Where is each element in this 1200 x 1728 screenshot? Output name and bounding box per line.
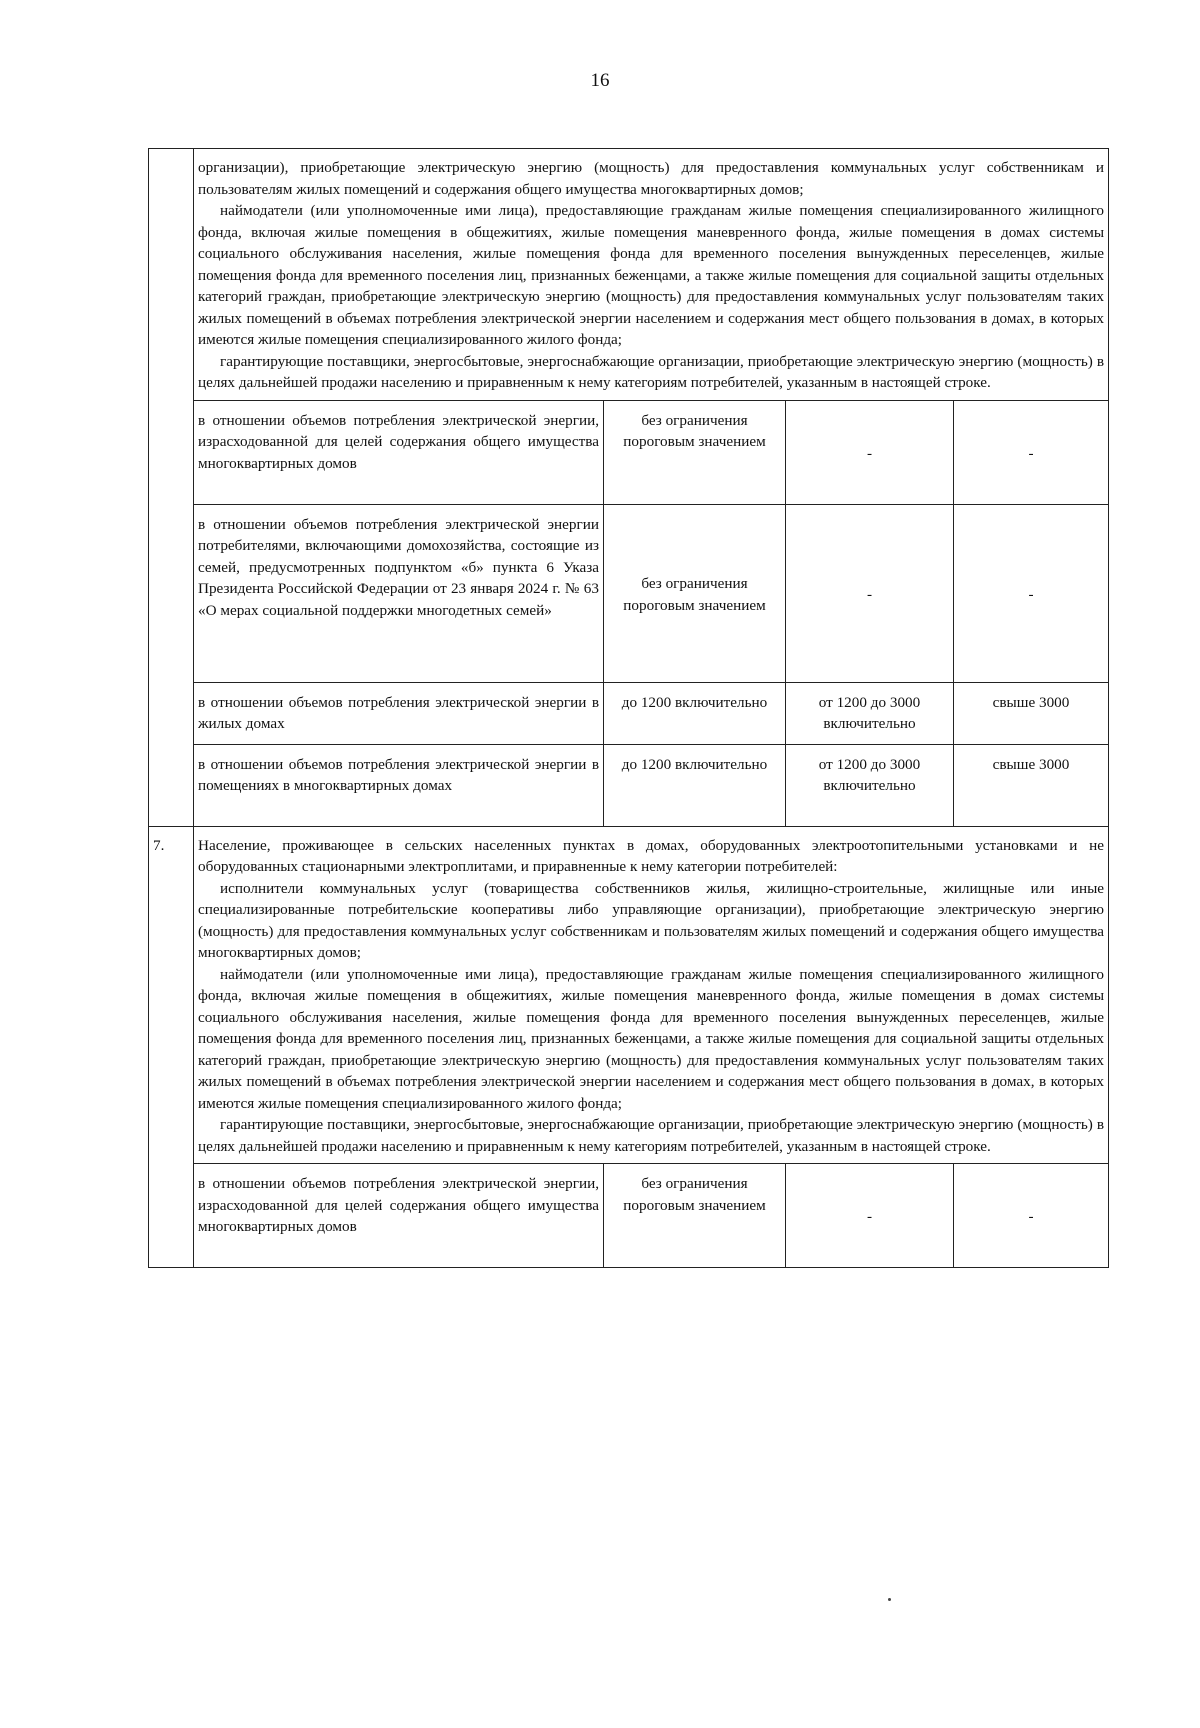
threshold-3: - <box>954 504 1109 682</box>
paragraph: гарантирующие поставщики, энергосбытовые, энергоснабжающие организации, приобретающие электрическую энергию (мощность) в целях дальнейшей продажи населению и приравненным к нему категориям потребителей, указанным в настоящей строке. <box>198 1116 1105 1155</box>
section-7-number: 7. <box>149 826 194 1268</box>
threshold-1: без ограничения пороговым значением <box>604 1164 786 1268</box>
row-description: в отношении объемов потребления электрической энергии в помещениях в многоквартирных домах <box>194 744 604 826</box>
threshold-2: - <box>786 1164 954 1268</box>
page-number: 16 <box>590 70 610 91</box>
paragraph: гарантирующие поставщики, энергосбытовые, энергоснабжающие организации, приобретающие электрическую энергию (мощность) в целях дальнейшей продажи населению и приравненным к нему категориям потребителей, указанным в настоящей строке. <box>198 352 1105 391</box>
row-description: в отношении объемов потребления электрической энергии, израсходованной для целей содержания общего имущества многоквартирных домов <box>194 400 604 504</box>
tariff-table <box>148 148 1109 1268</box>
table-row <box>149 400 1109 504</box>
paragraph: исполнители коммунальных услуг (товарищества собственников жилья, жилищно-строительные, жилищные или иные специализированные потребительские кооперативы либо управляющие организации), приобретающие электрическую энергию (мощность) для предоставления коммунальных услуг собственникам и пользователям жилых помещений и содержания общего имущества многоквартирных домов; <box>198 879 1105 961</box>
section-7-paragraphs <box>194 826 1109 1164</box>
table-row <box>149 504 1109 682</box>
threshold-1: до 1200 включительно <box>604 744 786 826</box>
paragraph: наймодатели (или уполномоченные ими лица), предоставляющие гражданам жилые помещения специализированного жилищного фонда, включая жилые помещения в общежитиях, жилые помещения маневренного фонда, жилые помещения в домах системы социального обслуживания населения, жилые помещения фонда для временного поселения вынужденных переселенцев, жилые помещения фонда для временного поселения лиц, признанных беженцами, а также жилые помещения для социальной защиты отдельных категорий граждан, приобретающие электрическую энергию (мощность) для предоставления коммунальных услуг пользователям таких жилых помещений в объемах потребления электрической энергии населением и содержания мест общего пользования в домах, в которых имеются жилые помещения специализированного жилого фонда; <box>198 202 1105 348</box>
threshold-3: - <box>954 1164 1109 1268</box>
threshold-3: - <box>954 400 1109 504</box>
row-description: в отношении объемов потребления электрической энергии потребителями, включающими домохозяйства, состоящие из семей, предусмотренных подпунктом «б» пункта 6 Указа Президента Российской Федерации от 23 января 2024 г. № 63 «О мерах социальной поддержки многодетных семей» <box>194 504 604 682</box>
row-description: в отношении объемов потребления электрической энергии в жилых домах <box>194 682 604 744</box>
section-6-paragraphs <box>194 149 1109 401</box>
table-row <box>149 682 1109 744</box>
threshold-2: - <box>786 400 954 504</box>
paragraph: организации), приобретающие электрическую энергию (мощность) для предоставления коммунальных услуг собственникам и пользователям жилых помещений и содержания общего имущества многоквартирных домов; <box>198 159 1105 198</box>
table-row <box>149 1164 1109 1268</box>
threshold-3: свыше 3000 <box>954 682 1109 744</box>
row-description: в отношении объемов потребления электрической энергии, израсходованной для целей содержания общего имущества многоквартирных домов <box>194 1164 604 1268</box>
threshold-2: - <box>786 504 954 682</box>
threshold-1: до 1200 включительно <box>604 682 786 744</box>
table-row <box>149 744 1109 826</box>
section-7-text-row <box>149 826 1109 1164</box>
threshold-1: без ограничения пороговым значением <box>604 504 786 682</box>
threshold-1: без ограничения пороговым значением <box>604 400 786 504</box>
paragraph: наймодатели (или уполномоченные ими лица), предоставляющие гражданам жилые помещения специализированного жилищного фонда, включая жилые помещения в общежитиях, жилые помещения маневренного фонда, жилые помещения в домах системы социального обслуживания населения, жилые помещения фонда для временного поселения вынужденных переселенцев, жилые помещения фонда для временного поселения лиц, признанных беженцами, а также жилые помещения для социальной защиты отдельных категорий граждан, приобретающие электрическую энергию (мощность) для предоставления коммунальных услуг пользователям таких жилых помещений в объемах потребления электрической энергии населением и содержания мест общего пользования в домах, в которых имеются жилые помещения специализированного жилого фонда; <box>198 965 1105 1112</box>
threshold-2: от 1200 до 3000 включительно <box>786 682 954 744</box>
paragraph: Население, проживающее в сельских населенных пунктах в домах, оборудованных электроотопительными установками и не оборудованных стационарными электроплитами, и приравненные к нему категории потребителей: <box>198 836 1105 875</box>
scan-speck <box>888 1598 891 1601</box>
section-6-text-row <box>149 149 1109 401</box>
threshold-2: от 1200 до 3000 включительно <box>786 744 954 826</box>
section-6-number-cell <box>149 149 194 827</box>
threshold-3: свыше 3000 <box>954 744 1109 826</box>
